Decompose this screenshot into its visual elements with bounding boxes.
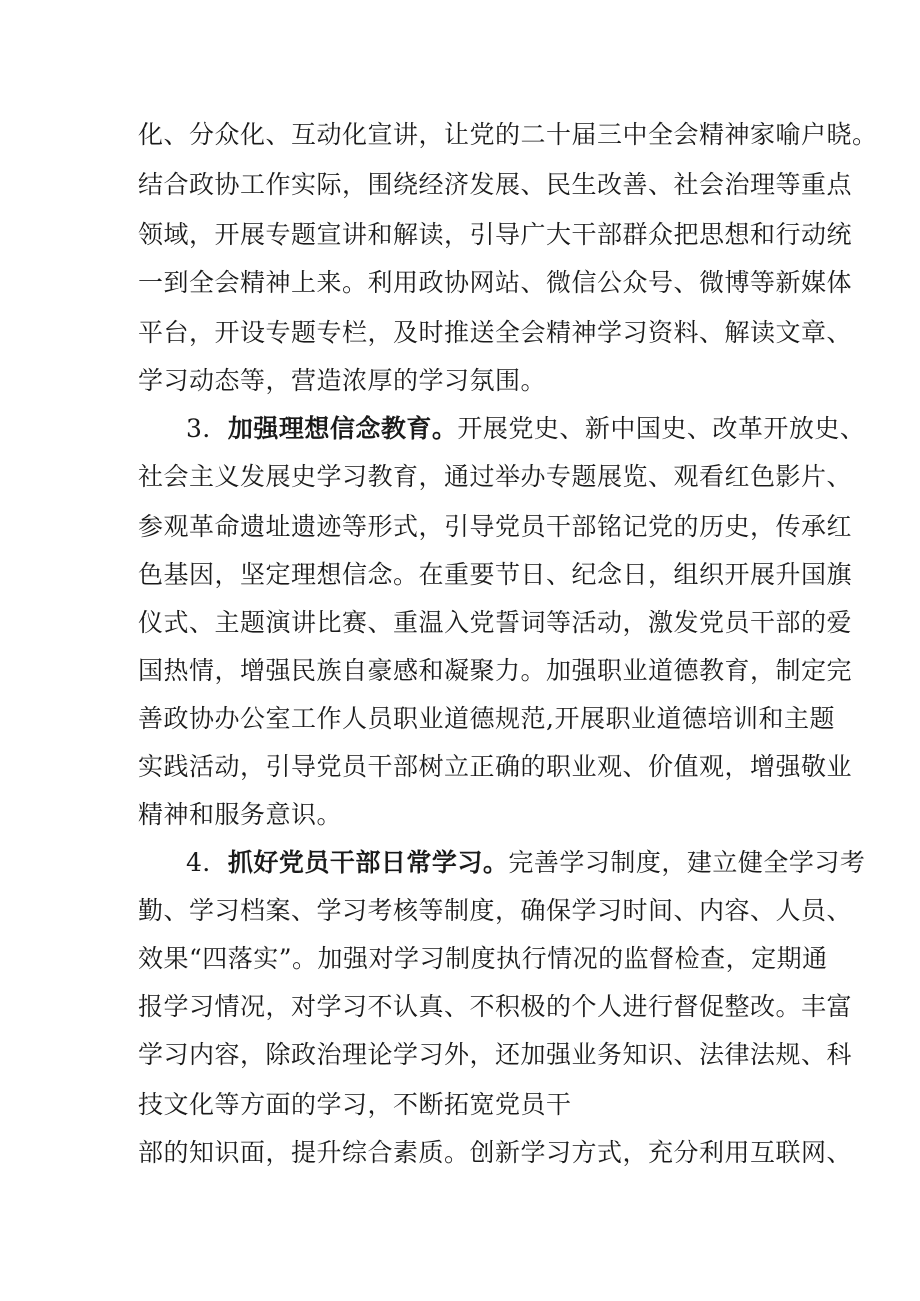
- paragraph-line: 参观革命遗址遗迹等形式，引导党员干部铭记党的历史，传承红: [138, 512, 853, 541]
- paragraph-line: 化、分众化、互动化宣讲，让党的二十届三中全会精神家喻户晓。: [138, 120, 878, 149]
- paragraph-line: 国热情，增强民族自豪感和凝聚力。加强职业道德教育，制定完: [138, 656, 853, 685]
- section-heading-rest: 完善学习制度，建立健全学习考: [508, 848, 866, 877]
- section-heading-line: [186, 414, 865, 444]
- section-heading: 抓好党员干部日常学习。: [227, 848, 509, 877]
- paragraph-line: 勤、学习档案、学习考核等制度，确保学习时间、内容、人员、: [138, 896, 853, 925]
- paragraph-line: 一到全会精神上来。利用政协网站、微信公众号、微博等新媒体: [138, 268, 853, 297]
- paragraph-line: 色基因，坚定理想信念。在重要节日、纪念日，组织开展升国旗: [138, 560, 853, 589]
- paragraph-line: 仪式、主题演讲比赛、重温入党誓词等活动，激发党员干部的爱: [138, 608, 853, 637]
- paragraph-line: 学习内容，除政治理论学习外，还加强业务知识、法律法规、科: [138, 1040, 853, 1069]
- paragraph-line: 社会主义发展史学习教育，通过举办专题展览、观看红色影片、: [138, 462, 853, 491]
- section-heading-line: [186, 848, 865, 878]
- paragraph-line: 效果“四落实”。加强对学习制度执行情况的监督检查，定期通: [138, 944, 828, 973]
- section-heading-rest: 开展党史、新中国史、改革开放史、: [457, 414, 866, 443]
- paragraph-line: 技文化等方面的学习，不断拓宽党员干: [138, 1090, 572, 1119]
- paragraph-line: 领域，开展专题宣讲和解读，引导广大干部群众把思想和行动统: [138, 220, 853, 249]
- paragraph-line: 结合政协工作实际，围绕经济发展、民生改善、社会治理等重点: [138, 170, 853, 199]
- paragraph-line: 平台，开设专题专栏，及时推送全会精神学习资料、解读文章、: [138, 318, 853, 347]
- paragraph-line: 实践活动，引导党员干部树立正确的职业观、价值观，增强敬业: [138, 752, 853, 781]
- paragraph-line: 报学习情况，对学习不认真、不积极的个人进行督促整改。丰富: [138, 992, 853, 1021]
- paragraph-line: 部的知识面，提升综合素质。创新学习方式，充分利用互联网、: [138, 1138, 853, 1167]
- paragraph-line: 学习动态等，营造浓厚的学习氛围。: [138, 366, 547, 395]
- section-heading: 加强理想信念教育。: [227, 414, 458, 443]
- paragraph-line: 善政协办公室工作人员职业道德规范,开展职业道德培训和主题: [138, 704, 835, 733]
- section-number: 3．: [186, 414, 228, 443]
- section-number: 4．: [186, 848, 228, 877]
- paragraph-line: 精神和服务意识。: [138, 800, 343, 829]
